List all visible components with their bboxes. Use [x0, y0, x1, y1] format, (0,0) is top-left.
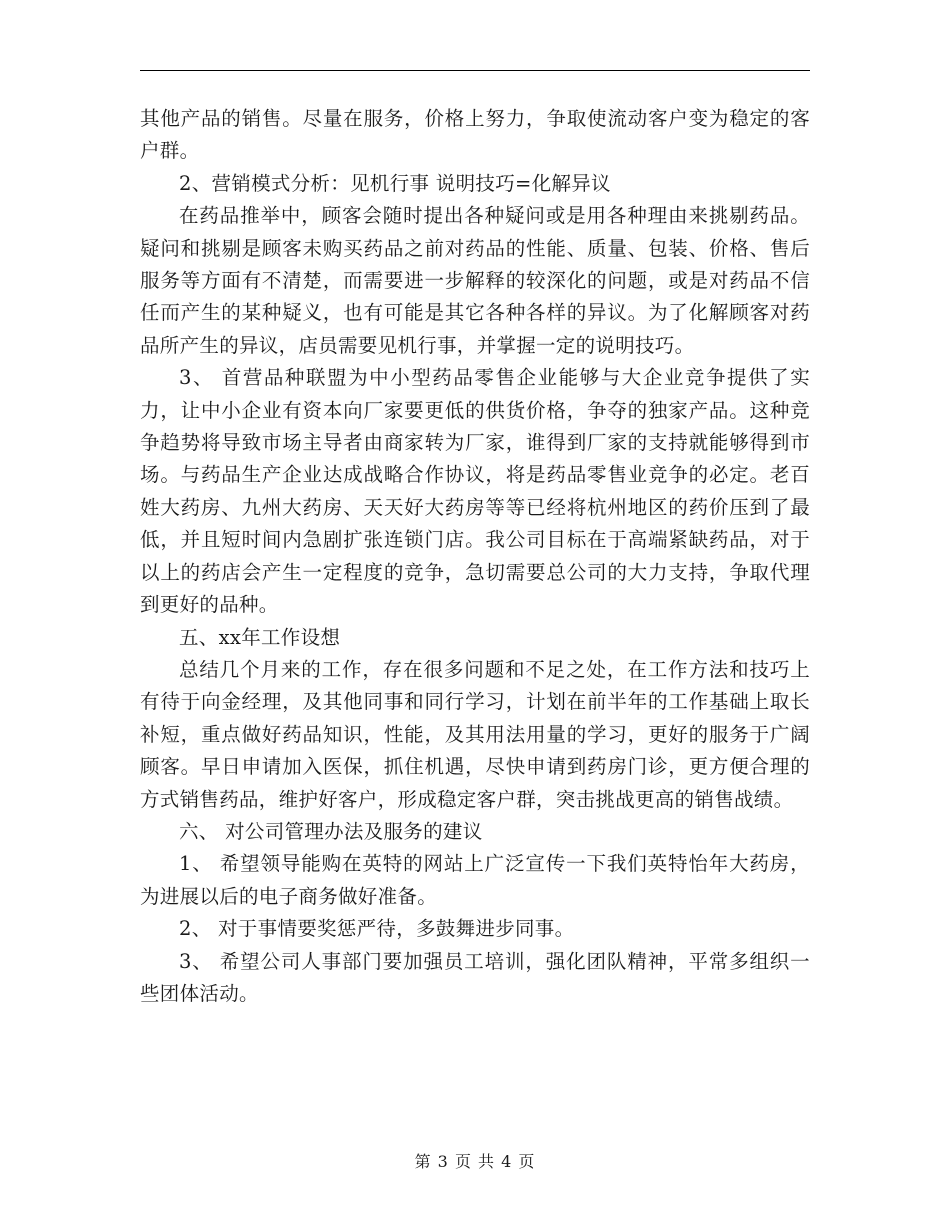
document-body [140, 103, 810, 1010]
section-heading-6: 六、 对公司管理办法及服务的建议 [179, 819, 483, 843]
header-rule [140, 70, 810, 71]
paragraph-3: 3、 首营品种联盟为中小型药品零售企业能够与大企业竞争提供了实力，让中小企业有资本向厂家要更低的供货价格，争夺的独家产品。这种竞争趋势将导致市场主导者由商家转为厂家，谁得到厂家的支持就能够得到市场。与药品生产企业达成战略合作协议，将是药品零售业竞争的必定。老百姓大药房、九州大药房、天天好大药房等等已经将杭州地区的药价压到了最低，并且短时间内急剧扩张连锁门店。我公司目标在于高端紧缺药品，对于以上的药店会产生一定程度的竞争，急切需要总公司的大力支持，争取代理到更好的品种。 [140, 366, 810, 617]
section-heading-5: 五、xx年工作设想 [179, 625, 341, 649]
paragraph-5: 总结几个月来的工作，存在很多问题和不足之处，在工作方法和技巧上有待于向金经理，及其他同事和同行学习，计划在前半年的工作基础上取长补短，重点做好药品知识，性能，及其用法用量的学习，更好的服务于广阔顾客。早日申请加入医保，抓住机遇，尽快申请到药房门诊，更方便合理的方式销售药品，维护好客户，形成稳定客户群，突击挑战更高的销售战绩。 [140, 657, 810, 811]
paragraph-0: 其他产品的销售。尽量在服务，价格上努力，争取使流动客户变为稳定的客户群。 [140, 107, 810, 163]
paragraph-7: 1、 希望领导能购在英特的网站上广泛宣传一下我们英特怡年大药房，为进展以后的电子商务做好准备。 [140, 852, 810, 908]
paragraph-8: 2、 对于事情要奖惩严待，多鼓舞进步同事。 [179, 917, 575, 941]
paragraph-9: 3、 希望公司人事部门要加强员工培训，强化团队精神，平常多组织一些团体活动。 [140, 949, 810, 1005]
paragraph-2: 在药品推举中，顾客会随时提出各种疑问或是用各种理由来挑剔药品。疑问和挑剔是顾客未购买药品之前对药品的性能、质量、包装、价格、售后服务等方面有不清楚，而需要进一步解释的较深化的问题，或是对药品不信任而产生的某种疑义，也有可能是其它各种各样的异议。为了化解顾客对药品所产生的异议，店员需要见机行事，并掌握一定的说明技巧。 [140, 204, 810, 357]
paragraph-1: 2、营销模式分析：见机行事 说明技巧=化解异议 [179, 171, 611, 195]
page-footer: 第 3 页 共 4 页 [414, 1152, 536, 1171]
